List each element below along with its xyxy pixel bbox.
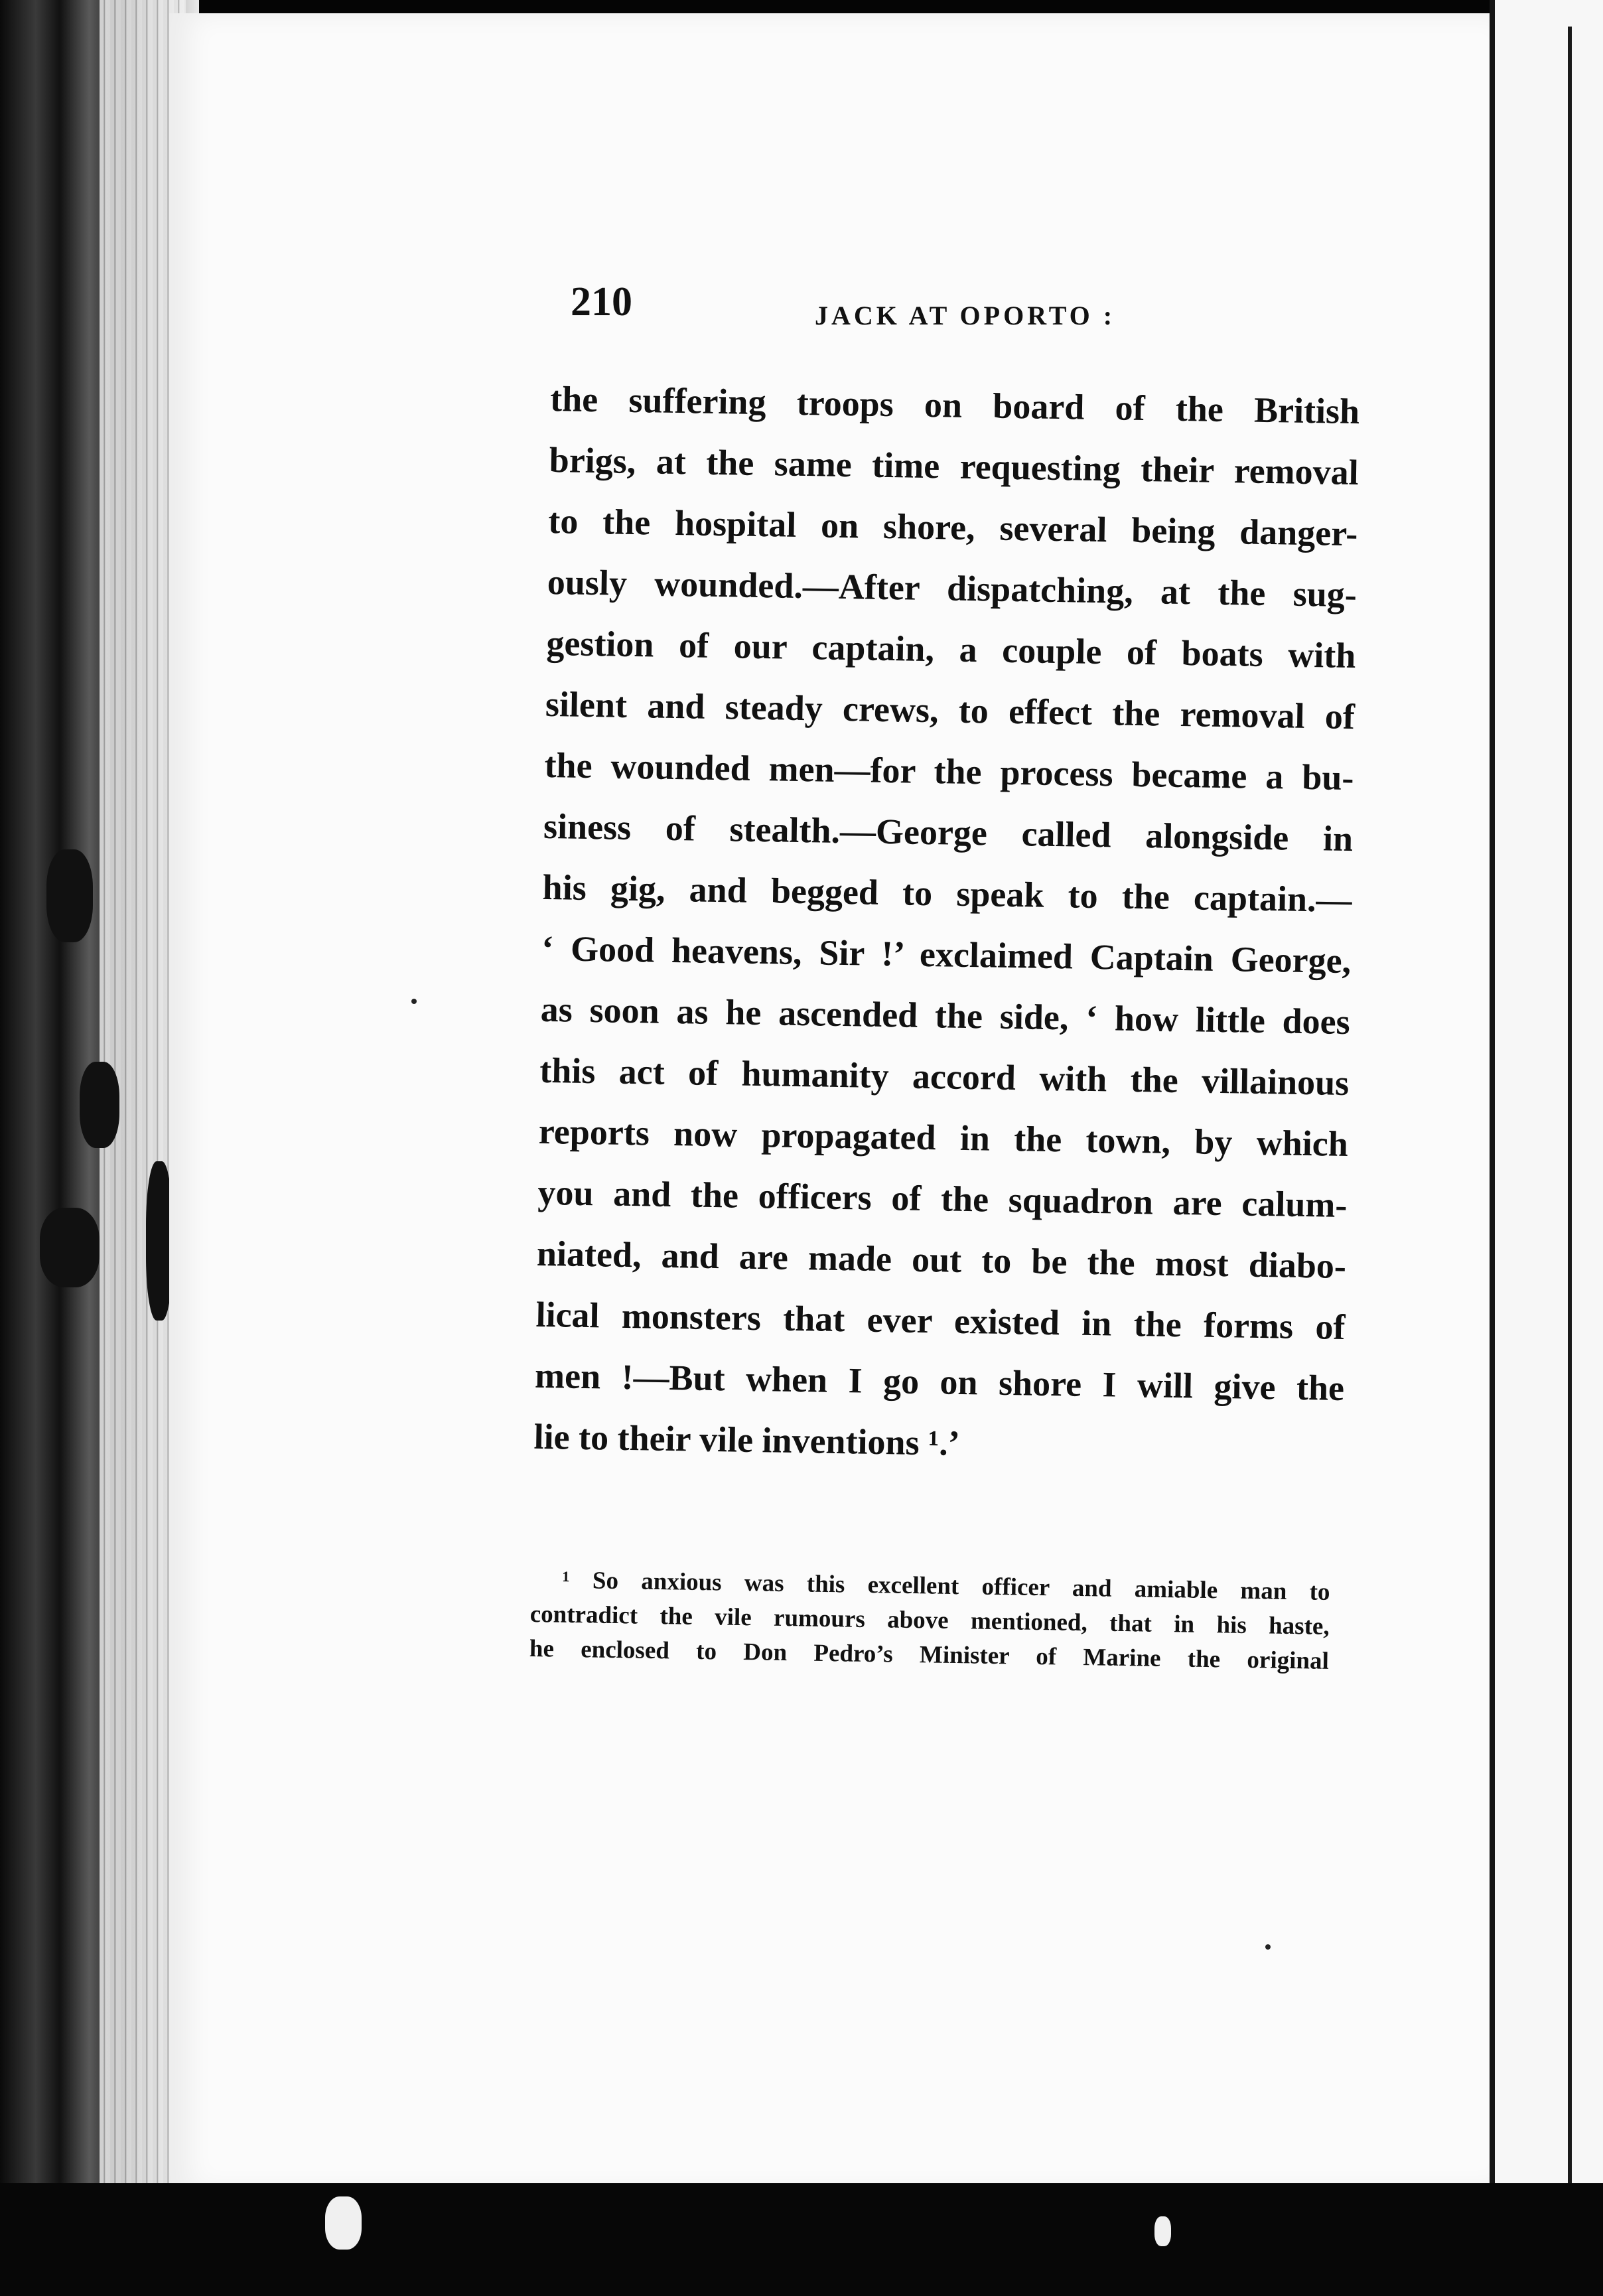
text-line: as soon as he ascended the side, ‘ how little does	[540, 989, 1351, 1042]
page-curl	[1154, 2216, 1171, 2246]
page-number: 210	[571, 279, 632, 324]
binding-blot	[80, 1062, 119, 1148]
ink-speck	[1265, 1944, 1271, 1950]
body-paragraph	[533, 368, 1360, 1480]
ink-speck	[411, 999, 417, 1004]
text-line: ously wounded.—After dispatching, at the sug-	[547, 561, 1358, 615]
text-line: silent and steady crews, to effect the removal of	[545, 683, 1356, 737]
text-line: gestion of our captain, a couple of boats with	[546, 622, 1356, 676]
text-line: reports now propagated in the town, by which	[538, 1111, 1349, 1165]
text-line: ‘ Good heavens, Sir !’ exclaimed Captain George,	[541, 928, 1352, 981]
footnote-line: contradict the vile rumours above mentioned, that in his haste,	[529, 1600, 1330, 1640]
text-line: you and the officers of the squadron are calum-	[537, 1172, 1348, 1226]
text-line: brigs, at the same time requesting their removal	[549, 439, 1359, 493]
text-line: this act of humanity accord with the villainous	[539, 1050, 1350, 1104]
scan-bottom-border	[0, 2183, 1603, 2296]
binding-blot	[40, 1208, 100, 1287]
page-edge-line	[1568, 27, 1572, 2203]
binding-blot	[46, 849, 93, 942]
text-line: his gig, and begged to speak to the captain.—	[542, 867, 1353, 920]
page-curl	[325, 2196, 362, 2250]
text-line: the suffering troops on board of the British	[549, 378, 1360, 432]
next-page-edge	[1490, 0, 1603, 2230]
text-line: niated, and are made out to be the most diabo-	[536, 1233, 1347, 1286]
text-line: siness of stealth.—George called alongside in	[543, 806, 1354, 859]
footnote-line: ¹ So anxious was this excellent officer and amiable man to	[562, 1566, 1330, 1606]
binding-blot	[146, 1161, 173, 1321]
footnote	[529, 1563, 1330, 1679]
footnote-line: he enclosed to Don Pedro’s Minister of Marine the original	[529, 1634, 1330, 1675]
running-head: JACK AT OPORTO :	[815, 301, 1116, 330]
text-line: to the hospital on shore, several being danger-	[547, 500, 1358, 554]
text-line: the wounded men—for the process became a bu-	[544, 745, 1354, 798]
text-line: men !—But when I go on shore I will give the	[534, 1355, 1345, 1408]
text-line: lie to their vile inventions ¹.’	[533, 1416, 961, 1463]
text-line: lical monsters that ever existed in the forms of	[535, 1294, 1346, 1347]
